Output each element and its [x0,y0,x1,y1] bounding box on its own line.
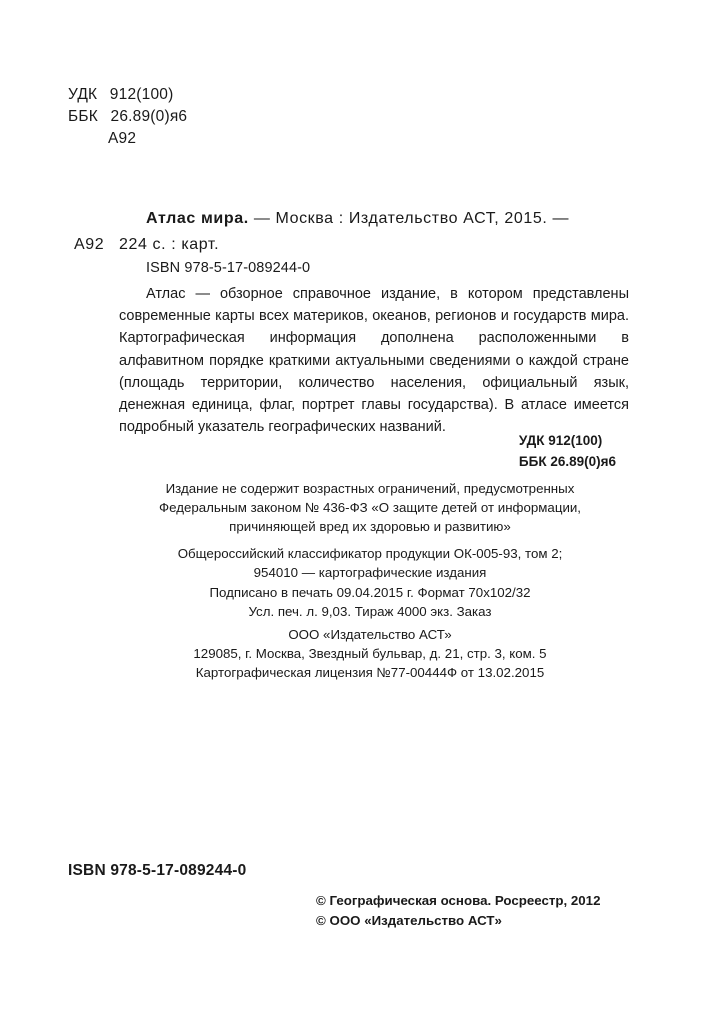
age-notice-line1: Издание не содержит возрастных ограничений, предусмотренных [165,481,575,496]
bbk-value: 26.89(0)я6 [110,108,188,125]
copyright-line2: © ООО «Издательство АСТ» [316,913,502,928]
publisher-license: Картографическая лицензия №77-00444Ф от 13.02.2015 [195,665,545,680]
record-title: Атлас мира. [146,210,249,227]
classifier-line2: 954010 — картографические издания [253,565,487,580]
abstract [119,283,629,438]
bbk-label: ББК [68,108,98,125]
product-classifier [150,544,590,582]
udk-label: УДК [68,86,98,103]
print-info-line2: Усл. печ. л. 9,03. Тираж 4000 экз. Заказ [248,604,492,619]
publisher-name: ООО «Издательство АСТ» [288,627,452,642]
publisher-info [150,625,590,682]
right-codes [519,430,616,472]
record-author-mark: А92 [74,236,105,253]
age-notice-line3: причиняющей вред их здоровью и развитию» [229,519,511,534]
record-imprint: — Москва : Издательство АСТ, 2015. — [253,210,570,227]
abstract-text: Атлас — обзорное справочное издание, в котором представлены современные карты всех материков, океанов, регионов и государств мира. Картографическая информация дополнена расположенными в алфавитном порядке краткими актуальными сведениями о каждой стране (площадь территории, количество населения, официальный язык, денежная единица, флаг, портрет главы государства). В атласе имеется подробный указатель географических названий. [119,286,629,436]
classifier-line1: Общероссийский классификатор продукции ОК-005-93, том 2; [177,546,563,561]
print-info [150,583,590,621]
right-udk: УДК 912(100) [518,433,603,448]
author-mark-top: А92 [108,130,137,147]
record-title-line [146,210,569,228]
record-isbn: ISBN 978-5-17-089244-0 [146,260,311,276]
udk-code [68,84,173,106]
right-bbk: ББК 26.89(0)я6 [518,454,616,469]
copyright-block [316,891,600,931]
bbk-code [68,106,187,128]
copyright-line1: © Географическая основа. Росреестр, 2012 [316,893,601,908]
print-info-line1: Подписано в печать 09.04.2015 г. Формат 70x102/32 [209,585,531,600]
publisher-address: 129085, г. Москва, Звездный бульвар, д. 21, стр. 3, ком. 5 [193,646,547,661]
bottom-isbn: ISBN 978-5-17-089244-0 [68,862,247,879]
age-notice [150,479,590,536]
record-pages: 224 с. : карт. [119,236,220,253]
udk-value: 912(100) [109,86,174,103]
age-notice-line2: Федеральным законом № 436-ФЗ «О защите детей от информации, [159,500,581,515]
